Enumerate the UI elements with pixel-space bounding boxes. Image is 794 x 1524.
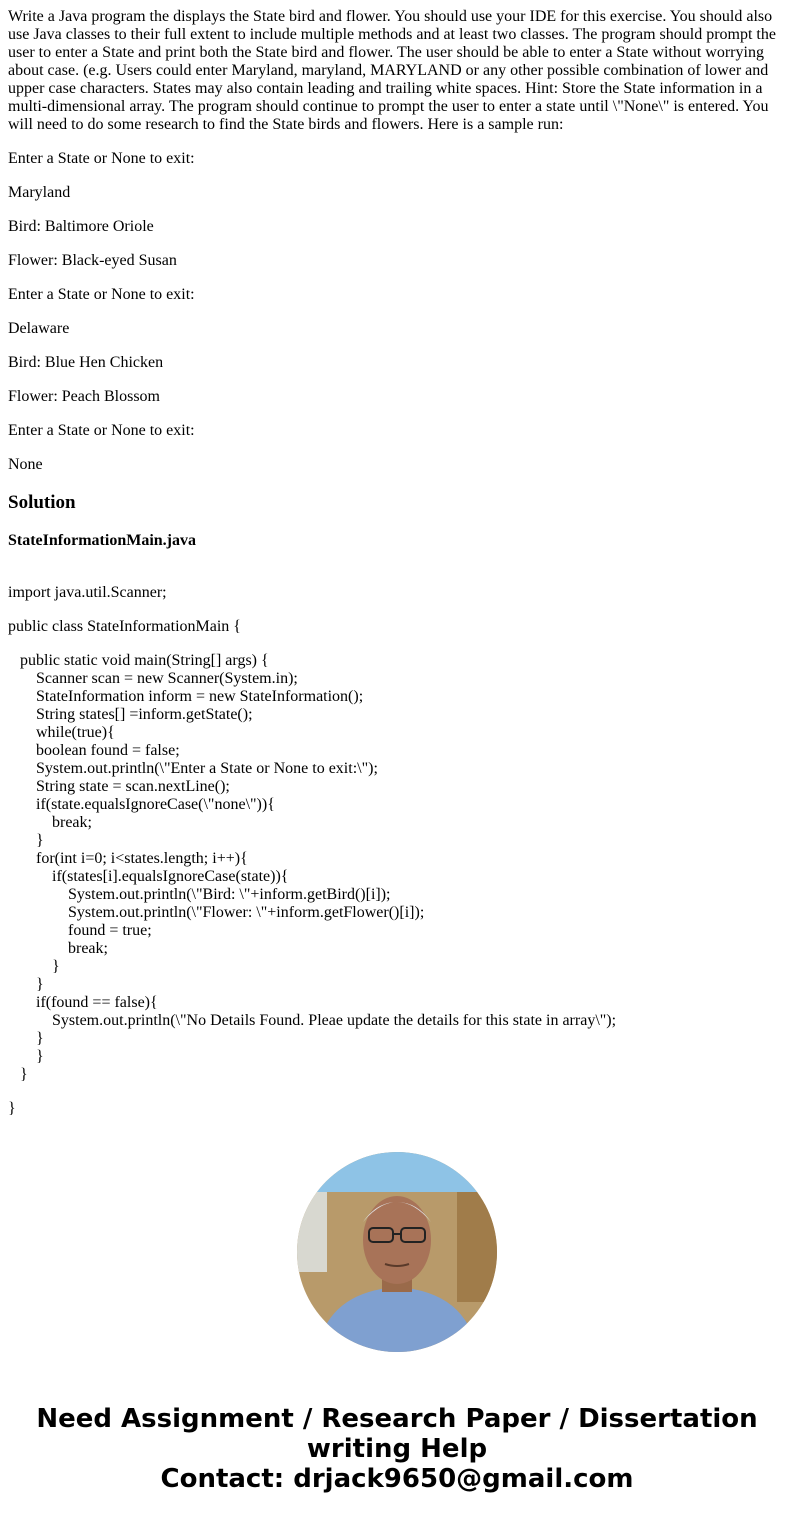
sample-run: [8, 150, 786, 474]
question-text: Write a Java program the displays the State bird and flower. You should use your IDE for this exercise. You should also use Java classes to their full extent to include multiple methods and at least two classes. The program should prompt the user to enter a State and print both the State bird and flower. The user should be able to enter a State without worrying about case. (e.g. Users could enter Maryland, maryland, MARYLAND or any other possible combination of lower and upper case characters. States may also contain leading and trailing white spaces. Hint: Store the State information in a multi-dimensional array. The program should continue to prompt the user to enter a state until \"None\" is entered. You will need to do some research to find the State birds and flowers. Here is a sample run:: [8, 8, 776, 133]
code-body: public static void main(String[] args) { Scanner scan = new Scanner(System.in); StateInformation inform = new StateInformation(); String states[] =inform.getState(); while(true){ boolean found = false; System.out.println(\"Enter a State or None to exit:\"); String state = scan.nextLine(); if(state.equalsIgnoreCase(\"none\")){ break; } for(int i=0; i<states.length; i++){ if(states[i].equalsIgnoreCase(state)){ System.out.println(\"Bird: \"+inform.getBird()[i]); System.out.println(\"Flower: \"+inform.getFlower()[i]); found = true; break; } } if(found == false){ System.out.println(\"No Details Found. Pleae update the details for this state in array\"); } } }: [20, 652, 617, 1083]
footer-banner: [0, 1404, 794, 1524]
sample-line: Bird: Baltimore Oriole: [8, 218, 154, 235]
sample-line: Flower: Peach Blossom: [8, 388, 160, 405]
sample-line: Maryland: [8, 184, 71, 201]
sample-line: None: [8, 456, 43, 473]
sample-line: Enter a State or None to exit:: [8, 286, 195, 303]
file-name: StateInformationMain.java: [8, 532, 196, 549]
code-block: [8, 584, 786, 1118]
footer-line1: Need Assignment / Research Paper / Dissertation writing Help: [36, 1404, 758, 1464]
sample-line: Enter a State or None to exit:: [8, 150, 195, 167]
code-class: public class StateInformationMain {: [8, 618, 241, 635]
sample-line: Enter a State or None to exit:: [8, 422, 195, 439]
sample-line: Flower: Black-eyed Susan: [8, 252, 177, 269]
sample-line: Delaware: [8, 320, 70, 337]
code-import: import java.util.Scanner;: [8, 584, 167, 601]
code-close: }: [8, 1100, 16, 1117]
solution-heading: Solution: [8, 492, 76, 513]
sample-line: Bird: Blue Hen Chicken: [8, 354, 164, 371]
author-portrait: [297, 1152, 497, 1352]
footer-contact: Contact: drjack9650@gmail.com: [160, 1464, 634, 1494]
